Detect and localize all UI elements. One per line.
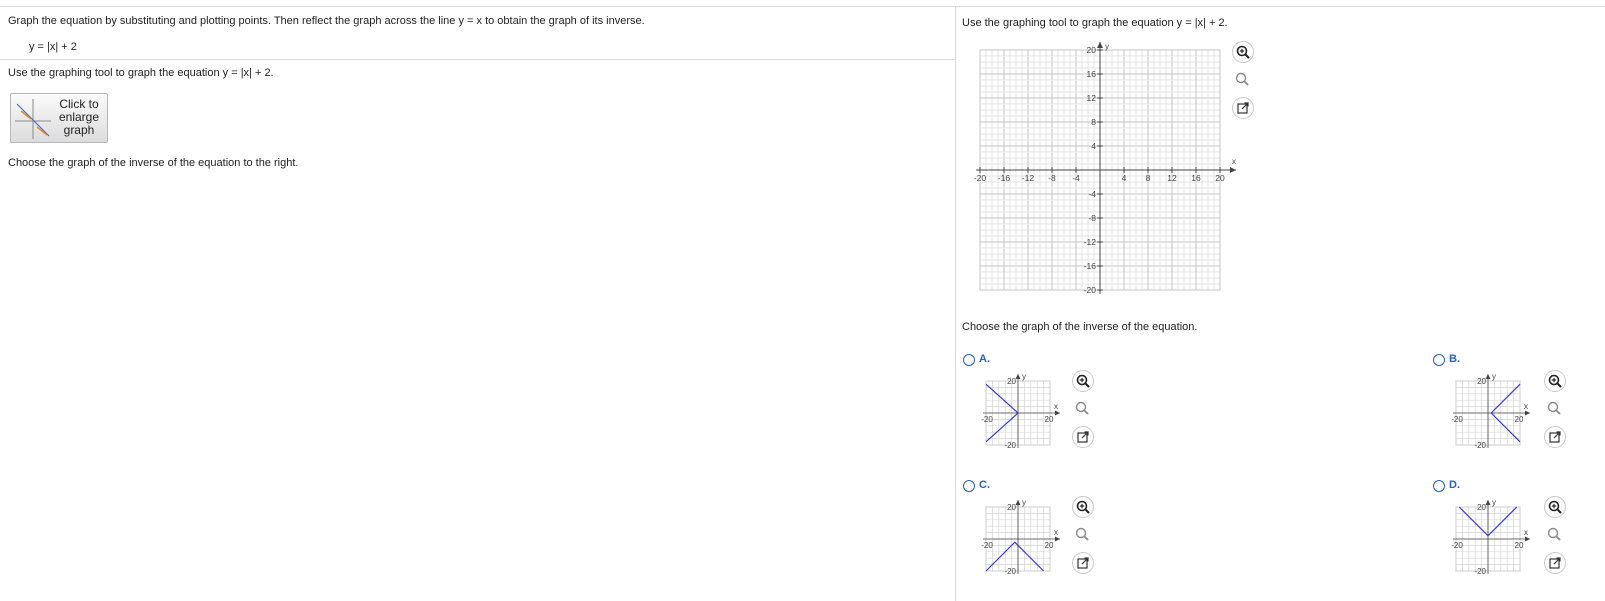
zoom-out-icon	[1544, 524, 1564, 544]
zoom-in-icon	[1073, 371, 1093, 391]
option-x-label: x	[1524, 402, 1528, 411]
main-y-tick-label: -8	[1088, 213, 1096, 223]
zoom-out-icon	[1072, 398, 1092, 418]
external-link-icon	[1233, 98, 1253, 118]
zoom-in-icon	[1073, 497, 1093, 517]
option-y-label: y	[1492, 498, 1496, 507]
option-d-label: D.	[1449, 479, 1460, 491]
option-x-label: x	[1054, 402, 1058, 411]
option-d-popout-button[interactable]	[1544, 552, 1566, 574]
option-y-arrow	[1016, 374, 1021, 379]
main-y-arrow	[1097, 42, 1103, 48]
option-b-popout-button[interactable]	[1544, 426, 1566, 448]
option-a-radio[interactable]	[963, 354, 975, 366]
main-x-tick-label: -4	[1072, 173, 1080, 183]
choose-instruction-left: Choose the graph of the inverse of the equation to the right.	[8, 157, 299, 169]
option-tick-left: -20	[1451, 541, 1463, 550]
option-c-zoom-out-button[interactable]	[1072, 524, 1094, 546]
option-tick-left: -20	[1451, 415, 1463, 424]
main-y-axis-label: y	[1105, 42, 1109, 51]
option-a-graph	[972, 373, 1067, 460]
option-x-arrow	[1525, 537, 1530, 542]
option-y-label: y	[1022, 498, 1026, 507]
main-x-tick-label: 12	[1167, 173, 1177, 183]
zoom-in-icon	[1233, 42, 1253, 62]
option-y-arrow	[1016, 500, 1021, 505]
option-x-label: x	[1054, 528, 1058, 537]
option-tick-top: 20	[1477, 377, 1486, 386]
main-y-tick-label: -12	[1083, 237, 1096, 247]
zoom-out-icon	[1072, 524, 1092, 544]
option-tick-right: 20	[1044, 415, 1054, 424]
main-y-tick-label: 12	[1086, 93, 1096, 103]
zoom-in-icon	[1545, 371, 1565, 391]
main-y-tick-label: 4	[1091, 141, 1096, 151]
graph-instruction: Use the graphing tool to graph the equation y = |x| + 2.	[962, 17, 1228, 29]
option-b-graph	[1442, 373, 1537, 460]
option-tick-left: -20	[981, 415, 993, 424]
option-a-popout-button[interactable]	[1072, 426, 1094, 448]
main-x-tick-label: -12	[1021, 173, 1035, 183]
option-tick-right: 20	[1514, 541, 1524, 550]
choose-inverse-instruction: Choose the graph of the inverse of the equation.	[962, 321, 1198, 333]
enlarge-button-label: Click to enlarge graph	[58, 97, 100, 137]
option-y-label: y	[1022, 372, 1026, 381]
option-a-label: A.	[979, 353, 990, 365]
graph-thumbnail-icon	[15, 99, 51, 139]
option-x-arrow	[1525, 411, 1530, 416]
option-tick-top: 20	[1477, 503, 1486, 512]
option-d-zoom-in-button[interactable]	[1544, 496, 1566, 518]
option-b-zoom-in-button[interactable]	[1544, 370, 1566, 392]
option-y-arrow	[1486, 374, 1491, 379]
option-d-radio[interactable]	[1433, 480, 1445, 492]
option-tick-top: 20	[1007, 377, 1016, 386]
zoom-in-icon	[1545, 497, 1565, 517]
main-x-tick-label: -20	[973, 173, 987, 183]
option-a-zoom-out-button[interactable]	[1072, 398, 1094, 420]
zoom-out-icon	[1232, 69, 1252, 89]
option-b-radio[interactable]	[1433, 354, 1445, 366]
option-x-arrow	[1055, 411, 1060, 416]
top-border	[0, 6, 1605, 7]
left-separator	[0, 59, 955, 60]
option-c-label: C.	[979, 479, 990, 491]
enlarge-graph-button[interactable]	[10, 93, 108, 143]
main-y-tick-label: 20	[1086, 45, 1096, 55]
pane-divider	[955, 6, 956, 601]
main-graph-area[interactable]	[970, 40, 1235, 305]
option-tick-top: 20	[1007, 503, 1016, 512]
main-x-tick-label: 4	[1121, 173, 1127, 183]
main-y-tick-label: -20	[1083, 285, 1096, 295]
zoom-out-button[interactable]	[1232, 69, 1254, 91]
option-d-zoom-out-button[interactable]	[1544, 524, 1566, 546]
main-y-tick-label: -4	[1088, 189, 1096, 199]
option-tick-bottom: -20	[1474, 567, 1486, 576]
main-x-tick-label: 8	[1145, 173, 1151, 183]
option-tick-bottom: -20	[1004, 441, 1016, 450]
option-x-arrow	[1055, 537, 1060, 542]
option-tick-bottom: -20	[1004, 567, 1016, 576]
option-d-graph	[1442, 499, 1537, 586]
external-link-icon	[1073, 427, 1093, 447]
main-x-tick-label: 16	[1191, 173, 1201, 183]
main-y-tick-label: -16	[1083, 261, 1096, 271]
main-x-tick-label: 20	[1215, 173, 1225, 183]
main-x-arrow	[1230, 167, 1236, 173]
main-x-tick-label: -8	[1048, 173, 1056, 183]
option-a-zoom-in-button[interactable]	[1072, 370, 1094, 392]
option-tick-right: 20	[1514, 415, 1524, 424]
option-b-label: B.	[1449, 353, 1460, 365]
zoom-out-icon	[1544, 398, 1564, 418]
option-tick-left: -20	[981, 541, 993, 550]
option-tick-right: 20	[1044, 541, 1054, 550]
option-y-arrow	[1486, 500, 1491, 505]
option-c-radio[interactable]	[963, 480, 975, 492]
option-b-zoom-out-button[interactable]	[1544, 398, 1566, 420]
option-c-graph	[972, 499, 1067, 586]
step-instruction: Use the graphing tool to graph the equation y = |x| + 2.	[8, 67, 274, 79]
option-c-popout-button[interactable]	[1072, 552, 1094, 574]
main-x-axis-label: x	[1232, 157, 1236, 166]
main-y-tick-label: 8	[1091, 117, 1096, 127]
external-link-icon	[1073, 553, 1093, 573]
question-equation: y = |x| + 2	[29, 41, 77, 53]
zoom-in-button[interactable]	[1232, 41, 1254, 63]
option-c-zoom-in-button[interactable]	[1072, 496, 1094, 518]
main-x-tick-label: -16	[997, 173, 1011, 183]
external-link-icon	[1545, 427, 1565, 447]
option-y-label: y	[1492, 372, 1496, 381]
popout-button[interactable]	[1232, 97, 1254, 119]
option-x-label: x	[1524, 528, 1528, 537]
question-instruction: Graph the equation by substituting and plotting points. Then reflect the graph across the line y = x to obtain the graph of its inverse.	[8, 15, 645, 27]
option-tick-bottom: -20	[1474, 441, 1486, 450]
external-link-icon	[1545, 553, 1565, 573]
main-y-tick-label: 16	[1086, 69, 1096, 79]
